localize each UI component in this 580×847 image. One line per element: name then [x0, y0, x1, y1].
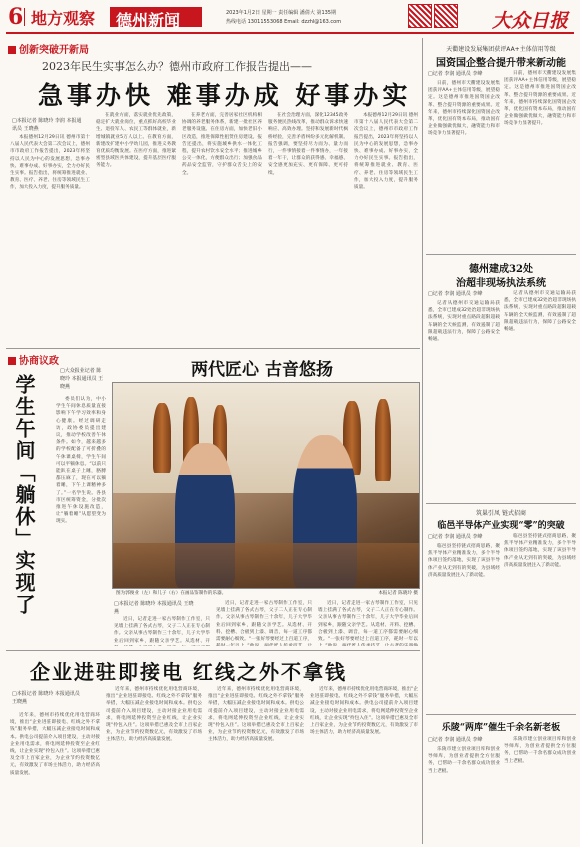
bottom-column-4 [310, 686, 418, 842]
left-byline: □大众报业记者 陈晓玲 本报通讯员 王晓燕 [60, 368, 104, 390]
right-story3-title: 临邑半导体产业实现“零”的突破 [437, 521, 565, 531]
instrument-shape [375, 399, 391, 481]
paragraph: 近年来，德州市持续优化用电营商环境，推出“企业进驻即接电、红线之外不拿钱”服务举措，大幅压减企业接电时间和成本。供电公司提前介入项目建设，主动对接企业用电需求，将电网延伸投资至企业红线，让企业实现“拎包入住”。这项举措已惠及全市上百家企业，为企业节约投资数亿元，有效激发了市场主体活力，助力经济高质量发展。 [310, 687, 418, 736]
paragraph: 在就业方面，落实就业优先政策，稳定扩大就业岗位，重点抓好高校毕业生、退役军人、农民工等群体就业，新增城镇就业5万人以上。在教育方面，新建改扩建中小学幼儿园，推进义务教育优质均衡发展。在医疗方面，推进紧密型县域医共体建设，提升基层医疗服务能力。 [96, 113, 176, 169]
paragraph: 在社会治理方面，深化12345政务服务便民热线改革，推动群众诉求快速响应、高效办理。坚持和发展新时代枫桥经验，完善矛盾纠纷多元化解机制。报告强调，要坚持尽力而为、量力而行，一件事情接着一件事情办，一年接着一年干，让群众的获得感、幸福感、安全感更加充实、更有保障、更可持续。 [268, 113, 348, 176]
divider [426, 254, 576, 255]
section-label-text: 创新突破开新局 [19, 45, 89, 56]
bottom-column-3 [208, 686, 304, 842]
center-column-2 [216, 600, 312, 646]
paragraph: 乐陵市建立创业项目库和创业导师库，为创业者提供全方位服务，已帮助一千余名群众成功创业当上老板。 [428, 747, 500, 774]
right-story2-title: 德州建成32处 [469, 264, 533, 275]
section-title: 地方观察 [31, 9, 96, 28]
paragraph: 临邑县坚持链式招商思路，聚焦半导体产业精准发力，多个半导体项目签约落地，实现了该县半导体产业从无到有的突破，为县域经济高质量发展注入了新动能。 [428, 544, 500, 578]
right-story4-col-b [504, 736, 576, 842]
paragraph: 近年来，德州市持续优化用电营商环境，推出“企业进驻即接电、红线之外不拿钱”服务举措，大幅压减企业接电时间和成本。供电公司提前介入项目建设，主动对接企业用电需求，将电网延伸投资至企业红线，让企业实现“拎包入住”。这项举措已惠及全市上百家企业，为企业节约投资数亿元，有效激发了市场主体活力，助力经济高质量发展。 [106, 687, 202, 743]
right-story4-col-a [428, 746, 500, 842]
top-column-1 [10, 134, 90, 344]
center-byline: □本报记者 陈晓玲 本报通讯员 王晓燕 [114, 601, 194, 615]
section-label-consultation [8, 352, 59, 367]
paper-logo: 大众日报 [492, 10, 569, 32]
right-story1-byline: □记者 李润 通讯员 李峰 [428, 71, 483, 77]
right-story3-col-b [504, 533, 576, 653]
photo [112, 382, 420, 589]
section-label-text: 协商议政 [19, 356, 59, 367]
right-story2-byline: □记者 李润 通讯员 李峰 [428, 291, 483, 297]
bottom-column-2 [106, 686, 202, 842]
bookmark-icon [8, 357, 16, 365]
paragraph: 委员们认为，中小学生午间休息质量直接影响下午学习效率和身心健康。经过调研走访，政协委员提出建议，推动学校改善午休条件。如今，越来越多的学校配备了可折叠的午休课桌椅，学生午间可以平躺休息。“以前只能趴在桌子上睡，胳膊都压麻了，现在可以躺着睡，下午上课精神多了。”一名学生说。各县市区统筹资金，分批次推进午休设施改造，让“躺着睡”从愿望变为现实。 [56, 397, 106, 525]
right-column-divider [422, 38, 423, 844]
paper-section-name: 德州新闻 [116, 11, 181, 30]
right-story2-col-b [504, 290, 576, 450]
qr-code-icon [408, 4, 432, 28]
right-story2-col-a [428, 300, 500, 450]
top-byline: □本报记者 陈晓玲 李润 本报通讯员 王晓燕 [12, 118, 82, 132]
bottom-byline: □本报记者 陈晓玲 本报通讯员 王晓燕 [12, 691, 80, 705]
top-column-3 [182, 112, 262, 344]
qr-code-icon [434, 4, 458, 28]
section-label-innovation [8, 41, 89, 56]
bottom-column-1 [10, 712, 100, 842]
center-photo [112, 382, 418, 587]
paragraph: 记者从德州市交通运输局获悉，全市已建成32处治超非现场执法系统，实现对重点路段超限超载车辆的全天候监测，有效遏制了超限超载违法行为，保障了公路安全畅通。 [504, 291, 576, 333]
divider [6, 348, 420, 349]
masthead-divider [24, 8, 25, 26]
center-column-3 [318, 600, 418, 646]
top-kicker: 2023年民生实事怎么办？德州市政府工作报告提出—— [42, 60, 312, 73]
top-headline: 急事办快 难事办成 好事办实 [38, 81, 412, 110]
page-number: 6 [8, 4, 24, 30]
workbench [113, 543, 419, 588]
right-story1-col-a [428, 80, 500, 250]
top-column-5 [354, 112, 418, 344]
masthead [0, 0, 580, 36]
contact-info: 热线电话 13011553068 Email: dzzhl@163.com [226, 19, 342, 25]
center-column-1 [114, 616, 210, 646]
paragraph: 乐陵市建立创业项目库和创业导师库，为创业者提供全方位服务，已帮助一千余名群众成功创业当上老板。 [504, 737, 576, 764]
right-story3-col-a [428, 543, 500, 653]
masthead-rule [6, 32, 574, 34]
top-column-4 [268, 112, 348, 344]
photo-credit: 本报记者 陈晓玲 摄 [378, 591, 418, 596]
right-story1-col-b [504, 70, 576, 250]
instrument-shape [153, 403, 171, 473]
left-vertical-title: 学生午间「躺休」实现了 [12, 374, 36, 616]
divider [6, 650, 420, 651]
paragraph: 在养老方面，完善居家社区机构相协调的养老服务体系，新建一批社区养老服务设施。在住房方面，加快老旧小区改造，推进保障性租赁住房建设。报告还提出，将实施城乡供水一体化工程，提升农村饮水安全水平；推进城乡公交一体化，方便群众出行；加强食品药品安全监管，守护群众舌尖上的安全。 [182, 113, 262, 176]
left-column-a [56, 396, 106, 646]
divider [426, 714, 576, 715]
paragraph: 近日，记者走进一家古琴制作工作室，只见墙上挂满了各式古琴，父子二人正在专心制作。父亲从事古琴制作三十余年，儿子大学毕业后回到家乡，跟随父亲学艺。从选材、开 [114, 617, 210, 644]
paragraph: 日前，德州市天衢建设发展集团获评AA+主体信用等级，展望稳定。这是德州市推进国资国企改革、整合提升资源的重要成果。近年来，德州市持续深化国资国企改革，优化国有资本布局，推动国有企业做强做优做大，融资能力和市场竞争力显著提升。 [504, 71, 576, 127]
paragraph: 日前，德州市天衢建设发展集团获评AA+主体信用等级，展望稳定。这是德州市推进国资国企改革、整合提升资源的重要成果。近年来，德州市持续深化国资国企改革，优化国有资本布局，推动国有企业做强做优做大，融资能力和市场竞争力显著提升。 [428, 81, 500, 137]
paragraph: 近日，记者走进一家古琴制作工作室，只见墙上挂满了各式古琴，父子二人正在专心制作。父亲从事古琴制作三十余年，儿子大学毕业后回到家乡，跟随父亲学艺。从选材、开料、挖槽、合板到上漆、调音，每一道工序都需要耐心细致。“一张好琴要经过上百道工序，耗时一年以 [318, 601, 418, 643]
photo-caption: 图为郭俊业（左）和儿子（右）在画品鉴制作的乐器。 [116, 591, 227, 596]
bottom-headline: 企业进驻即接电 红线之外不拿钱 [30, 660, 347, 684]
right-story4-byline: □记者 李润 通讯员 李峰 [428, 737, 483, 743]
divider [426, 503, 576, 504]
right-story1-kicker: 天衢建设发展集团获评AA+主体信用等级 [446, 46, 556, 53]
right-story1-title: 国资国企整合提升带来新动能 [436, 58, 566, 69]
paragraph: 记者从德州市交通运输局获悉，全市已建成32处治超非现场执法系统，实现对重点路段超限超载车辆的全天候监测，有效遏制了超限超载违法行为，保障了公路安全畅通。 [428, 301, 500, 343]
right-story3-byline: □记者 李润 通讯员 李峰 [428, 534, 483, 540]
paragraph: 本报德州12月29日讯 德州市第十八届人民代表大会第二次会议上，德州市市政府工作报告提出，2023年将坚持以人民为中心的发展思想，急事办快、难事办成、好事办实，全力办好民生实事。报告指出，将统筹推进就业、教育、医疗、养老、住房等领域民生工作，加大投入力度，提升服务质量。 [354, 113, 418, 191]
paragraph: 本报德州12月29日讯 德州市第十八届人民代表大会第二次会议上，德州市市政府工作报告提出，2023年将坚持以人民为中心的发展思想，急事办快、难事办成、好事办实，全力办好民生实事。报告指出，将统筹推进就业、教育、医疗、养老、住房等领域民生工作，加大投入力度，提升服务质量。 [10, 135, 90, 191]
top-column-2 [96, 112, 176, 344]
bookmark-icon [8, 46, 16, 54]
right-story3-kicker: 筑巢引凤 链式招商 [476, 510, 526, 517]
paragraph: 近日，记者走进一家古琴制作工作室，只见墙上挂满了各式古琴，父子二人正在专心制作。父亲从事古琴制作三十余年，儿子大学毕业后回到家乡，跟随父亲学艺。从选材、开料、挖槽、合板到上漆、调音，每一道工序都需要耐心细致。“一张好琴要经过上百道工序， [216, 601, 312, 643]
right-story2-subtitle: 治超非现场执法系统 [456, 278, 546, 289]
paragraph: 临邑县坚持链式招商思路，聚焦半导体产业精准发力，多个半导体项目签约落地，实现了该县半导体产业从无到有的突破，为县域经济高质量发展注入了新动能。 [504, 534, 576, 568]
paragraph: 近年来，德州市持续优化用电营商环境，推出“企业进驻即接电、红线之外不拿钱”服务举措，大幅压减企业接电时间和成本。供电公司提前介入项目建设，主动对接企业用电需求，将电网延伸投资至企业红线，让企业实现“拎包入住”。这项举措已惠及全市上百家企业，为企业节约投资数亿元，有效激发了市场主体活力，助力经济高质量发展。 [208, 687, 304, 743]
issue-info: 2023年1月2日 星期一 责任编辑 潘倩大 第135期 [226, 10, 336, 16]
paragraph: 近年来，德州市持续优化用电营商环境，推出“企业进驻即接电、红线之外不拿钱”服务举措，大幅压减企业接电时间和成本。供电公司提前介入项目建设，主动对接企业用电需求，将电网延伸投资至企业红线，让企业实现“拎包入住”。这项举措已惠及全市上百家企业，为企业节约投资数亿元，有效激发了市场主体活力，助力经济高质量发展。 [10, 713, 100, 776]
right-story4-title: 乐陵“两库”催生千余名新老板 [441, 723, 561, 733]
center-title: 两代匠心 古音悠扬 [191, 360, 333, 380]
